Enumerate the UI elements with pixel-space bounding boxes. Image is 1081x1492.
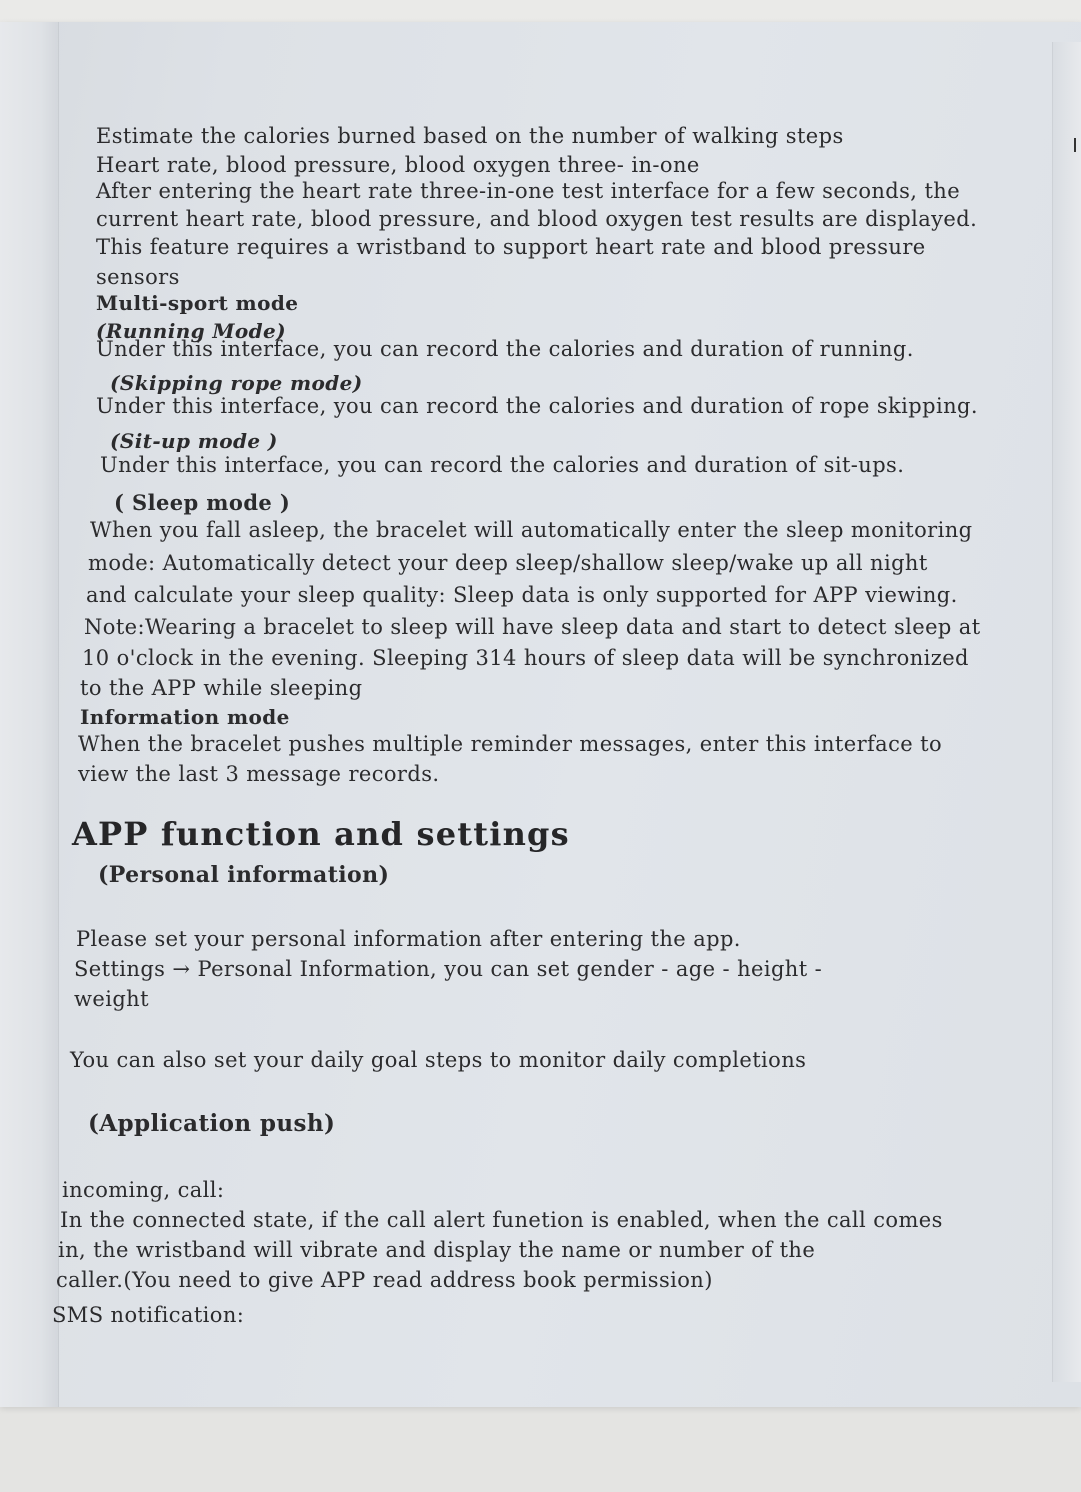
text-line: SMS notification: [52, 1303, 245, 1327]
text-line: in, the wristband will vibrate and display the name or number of the [58, 1238, 816, 1262]
text-line: Under this interface, you can record the calories and duration of running. [96, 337, 914, 361]
text-line: In the connected state, if the call alert funetion is enabled, when the call comes [60, 1208, 943, 1232]
subheading-running-mode: (Running Mode) [96, 319, 287, 343]
text-line: Estimate the calories burned based on the number of walking steps [96, 124, 844, 148]
section-heading-information-mode: Information mode [80, 705, 290, 729]
text-line: sensors [96, 265, 180, 289]
text-line: weight [74, 987, 149, 1011]
right-page-fold [1052, 42, 1081, 1382]
text-line: Under this interface, you can record the calories and duration of sit-ups. [100, 453, 905, 477]
text-line: 10 o'clock in the evening. Sleeping 314 hours of sleep data will be synchronized [82, 646, 969, 670]
text-line: view the last 3 message records. [78, 762, 440, 786]
text-line: When the bracelet pushes multiple reminder messages, enter this interface to [78, 732, 943, 756]
text-line: When you fall asleep, the bracelet will automatically enter the sleep monitoring [90, 518, 973, 542]
text-line: You can also set your daily goal steps to monitor daily completions [70, 1048, 807, 1072]
left-page-fold [0, 22, 59, 1407]
text-line: Under this interface, you can record the calories and duration of rope skipping. [96, 394, 978, 418]
text-line: This feature requires a wristband to support heart rate and blood pressure [96, 235, 926, 259]
text-line: After entering the heart rate three-in-one test interface for a few seconds, the [96, 179, 961, 203]
subheading-sit-up-mode: (Sit-up mode ) [110, 429, 278, 453]
subheading-sleep-mode: ( Sleep mode ) [114, 490, 291, 515]
text-line: and calculate your sleep quality: Sleep data is only supported for APP viewing. [86, 583, 958, 607]
subheading-application-push: (Application push) [88, 1110, 336, 1137]
text-line: caller.(You need to give APP read address book permission) [56, 1268, 713, 1292]
subheading-skipping-rope-mode: (Skipping rope mode) [110, 371, 363, 395]
edge-mark [1074, 138, 1076, 152]
text-line: Settings → Personal Information, you can set gender - age - height - [74, 957, 823, 981]
section-heading-multi-sport: Multi-sport mode [96, 291, 299, 315]
text-line: Note:Wearing a bracelet to sleep will have sleep data and start to detect sleep at [84, 615, 981, 639]
page-title-app-function: APP function and settings [72, 815, 570, 853]
text-line: Heart rate, blood pressure, blood oxygen three- in-one [96, 153, 700, 177]
text-line: current heart rate, blood pressure, and blood oxygen test results are displayed. [96, 207, 978, 231]
text-line: incoming, call: [62, 1178, 225, 1202]
subheading-personal-information: (Personal information) [98, 862, 390, 888]
text-line: Please set your personal information after entering the app. [76, 927, 741, 951]
text-line: to the APP while sleeping [80, 676, 363, 700]
text-line: mode: Automatically detect your deep sleep/shallow sleep/wake up all night [88, 551, 928, 575]
